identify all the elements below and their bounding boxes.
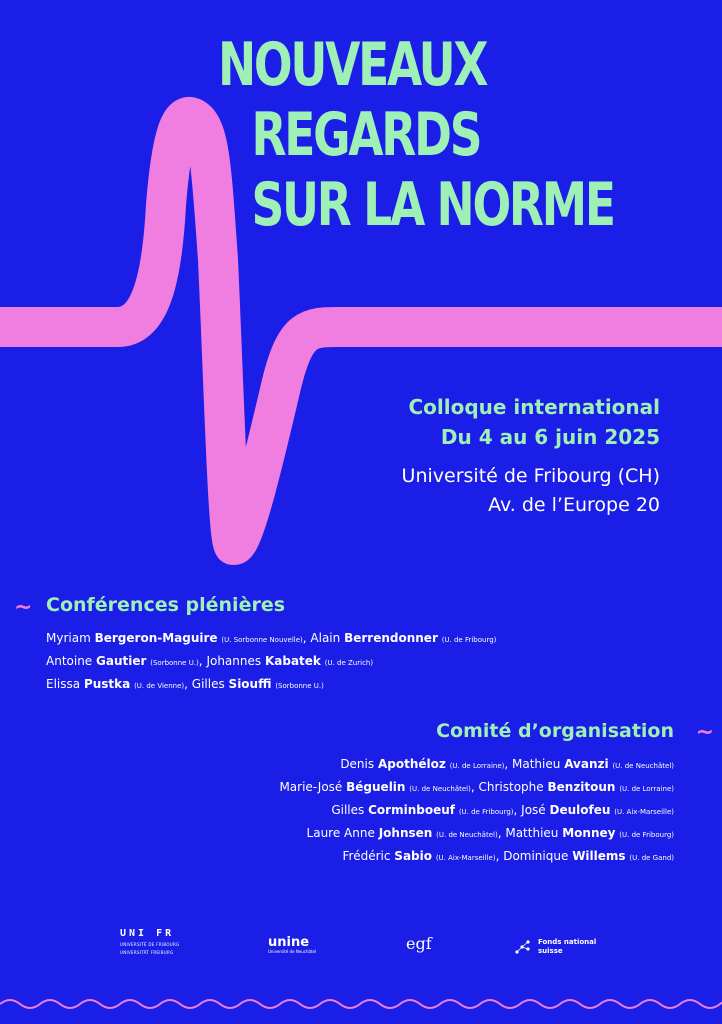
fns-line-2: suisse [538, 947, 563, 955]
unifr-logo [120, 928, 179, 955]
affiliation: (U. de Fribourg) [441, 636, 497, 644]
person-name [505, 826, 674, 840]
first-name: Myriam [46, 631, 91, 645]
last-name: Gautier [96, 654, 147, 668]
affiliation: (U. de Neuchâtel) [612, 762, 674, 770]
egf-logo: egf [406, 934, 432, 953]
tilde-wave-icon: ~ [695, 720, 714, 745]
first-name: Marie-José [279, 780, 343, 794]
person-name [479, 780, 675, 794]
fns-line-1: Fonds national [538, 938, 597, 946]
first-name: Frédéric [342, 849, 391, 863]
first-name: Christophe [478, 780, 544, 794]
partner-logos [0, 920, 722, 980]
last-name: Bergeron-Maguire [94, 631, 218, 645]
first-name: Johannes [206, 654, 262, 668]
fns-logo [514, 938, 596, 956]
event-venue: Université de Fribourg (CH) [401, 465, 660, 487]
first-name: Gilles [331, 803, 365, 817]
plenary-row [46, 628, 496, 651]
plenary-row [46, 674, 496, 697]
plenary-speaker-list [46, 628, 496, 697]
first-name: Mathieu [512, 757, 561, 771]
last-name: Béguelin [346, 780, 406, 794]
person-name [46, 654, 206, 668]
first-name: Denis [340, 757, 375, 771]
title-line-3: SUR LA NORME [251, 170, 614, 240]
separator: , [302, 631, 311, 645]
person-name [307, 826, 506, 840]
affiliation: (U. Aix-Marseille) [435, 854, 496, 862]
separator: , [495, 849, 504, 863]
separator: , [184, 677, 192, 691]
person-name [46, 677, 192, 691]
committee-row [279, 846, 674, 869]
plenary-heading: Conférences plénières [46, 594, 286, 616]
unifr-mark: UNI FR [120, 928, 175, 939]
separator: , [198, 654, 207, 668]
last-name: Deulofeu [549, 803, 611, 817]
event-dates: Du 4 au 6 juin 2025 [440, 425, 660, 449]
affiliation: (U. de Gand) [629, 854, 674, 862]
person-name [331, 803, 521, 817]
unifr-sub-1: UNIVERSITÉ DE FRIBOURG [120, 942, 180, 947]
person-name [206, 654, 373, 668]
last-name: Berrendonner [344, 631, 438, 645]
affiliation: (U. de Fribourg) [619, 831, 674, 839]
last-name: Apothéloz [377, 757, 446, 771]
committee-row [279, 800, 674, 823]
last-name: Benzitoun [547, 780, 616, 794]
first-name: Antoine [46, 654, 93, 668]
title-line-2: REGARDS [251, 100, 481, 170]
last-name: Johnsen [378, 826, 433, 840]
affiliation: (Sorbonne U.) [150, 659, 199, 667]
last-name: Monney [562, 826, 616, 840]
affiliation: (U. Aix-Marseille) [614, 808, 674, 816]
unine-logo [268, 936, 316, 954]
separator: , [497, 826, 506, 840]
person-name [503, 849, 674, 863]
person-name [512, 757, 674, 771]
person-name [46, 631, 310, 645]
affiliation: (U. de Zurich) [324, 659, 374, 667]
event-type: Colloque international [408, 395, 660, 419]
unine-sub: Université de Neuchâtel [268, 949, 317, 954]
last-name: Avanzi [564, 757, 609, 771]
first-name: José [521, 803, 546, 817]
unine-mark: unine [268, 935, 310, 950]
affiliation: (Sorbonne U.) [275, 682, 324, 690]
affiliation: (U. de Neuchâtel) [409, 785, 471, 793]
affiliation: (U. de Neuchâtel) [436, 831, 498, 839]
bottom-wave-decoration [0, 1000, 722, 1008]
affiliation: (U. de Fribourg) [458, 808, 514, 816]
first-name: Matthieu [505, 826, 559, 840]
committee-member-list [279, 754, 674, 869]
person-name [192, 677, 324, 691]
first-name: Alain [310, 631, 341, 645]
title-line-1: NOUVEAUX [218, 30, 487, 100]
affiliation: (U. de Vienne) [134, 682, 185, 690]
first-name: Dominique [503, 849, 569, 863]
committee-row [279, 777, 674, 800]
committee-row [279, 754, 674, 777]
separator: , [513, 803, 522, 817]
event-address: Av. de l’Europe 20 [488, 494, 660, 516]
event-info [240, 392, 660, 520]
last-name: Siouffi [228, 677, 272, 691]
person-name [279, 780, 478, 794]
fns-dots-icon [514, 938, 534, 956]
affiliation: (U. de Lorraine) [619, 785, 674, 793]
unifr-sub-2: UNIVERSITÄT FREIBURG [120, 950, 174, 955]
last-name: Sabio [394, 849, 432, 863]
person-name [340, 757, 512, 771]
last-name: Kabatek [264, 654, 321, 668]
last-name: Willems [572, 849, 626, 863]
first-name: Laure Anne [306, 826, 375, 840]
committee-row [279, 823, 674, 846]
tilde-wave-icon: ~ [14, 595, 33, 620]
affiliation: (U. Sorbonne Nouvelle) [221, 636, 303, 644]
last-name: Pustka [83, 677, 131, 691]
committee-heading: Comité d’organisation [436, 720, 674, 742]
person-name [310, 631, 496, 645]
person-name [521, 803, 674, 817]
first-name: Gilles [191, 677, 225, 691]
separator: , [470, 780, 479, 794]
person-name [343, 849, 504, 863]
poster-title [218, 30, 614, 240]
separator: , [504, 757, 513, 771]
last-name: Corminboeuf [368, 803, 455, 817]
affiliation: (U. de Lorraine) [449, 762, 505, 770]
plenary-row [46, 651, 496, 674]
first-name: Elissa [46, 677, 81, 691]
